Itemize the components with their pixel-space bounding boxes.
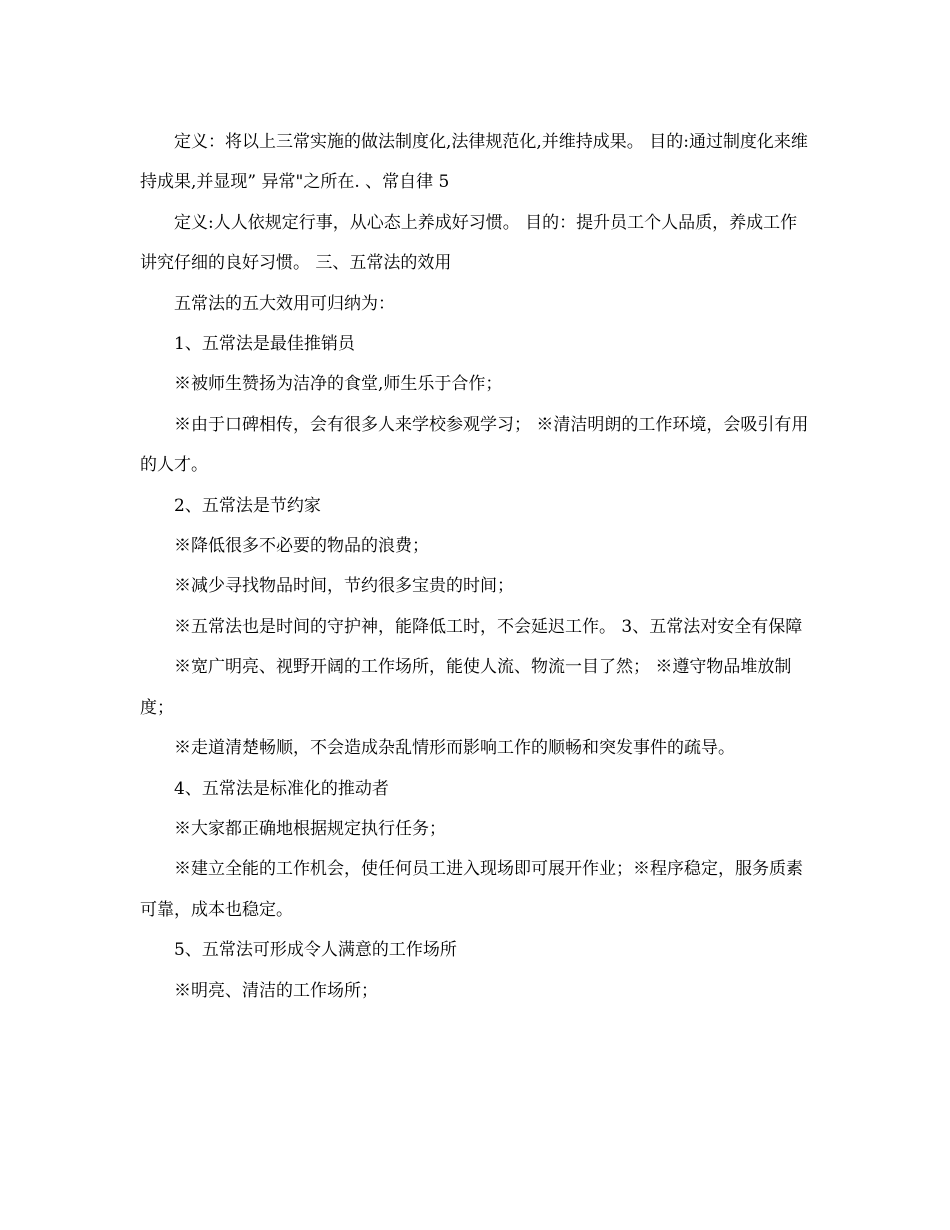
heading-effect-4: 4、五常法是标准化的推动者: [174, 778, 389, 799]
bullet-effect-4-b: ※建立全能的工作机会，使任何员工进入现场即可展开作业；※程序稳定，服务质素可靠，成本也稳定。: [140, 859, 803, 920]
document-body: [140, 122, 810, 1011]
bullet-effect-1-b: ※由于口碑相传，会有很多人来学校参观学习； ※清洁明朗的工作环境，会吸引有用的人才。: [140, 414, 809, 476]
paragraph-definition-self-discipline: 定义:人人依规定行事，从心态上养成好习惯。 目的：提升员工个人品质，养成工作讲究仔细的良好习惯。 三、五常法的效用: [140, 212, 798, 274]
bullet-effect-1-a: ※被师生赞扬为洁净的食堂,师生乐于合作；: [174, 374, 503, 395]
bullet-effect-3-b: ※走道清楚畅顺，不会造成杂乱情形而影响工作的顺畅和突发事件的疏导。: [174, 738, 735, 759]
bullet-effect-2-a: ※降低很多不必要的物品的浪费；: [174, 536, 429, 557]
bullet-effect-2-b: ※减少寻找物品时间，节约很多宝贵的时间；: [174, 576, 514, 597]
heading-effect-5: 5、五常法可形成令人满意的工作场所: [174, 940, 457, 961]
paragraph-five-effects-intro: 五常法的五大效用可归纳为：: [174, 293, 395, 314]
bullet-effect-2-c-and-heading-3: ※五常法也是时间的守护神，能降低工时，不会延迟工作。 3、五常法对安全有保障: [174, 616, 803, 637]
heading-effect-2: 2、五常法是节约家: [174, 495, 321, 516]
paragraph-definition-self-discipline-standardize: 定义：将以上三常实施的做法制度化,法律规范化,并维持成果。 目的:通过制度化来维持成果,并显现” 异常"之所在. 、常自律 5: [140, 132, 808, 193]
heading-effect-1: 1、五常法是最佳推销员: [174, 334, 355, 355]
bullet-effect-3-a: ※宽广明亮、视野开阔的工作场所，能使人流、物流一目了然； ※遵守物品堆放制度；: [140, 657, 792, 718]
bullet-effect-4-a: ※大家都正确地根据规定执行任务；: [174, 818, 446, 839]
bullet-effect-5-a: ※明亮、清洁的工作场所；: [174, 980, 378, 1001]
